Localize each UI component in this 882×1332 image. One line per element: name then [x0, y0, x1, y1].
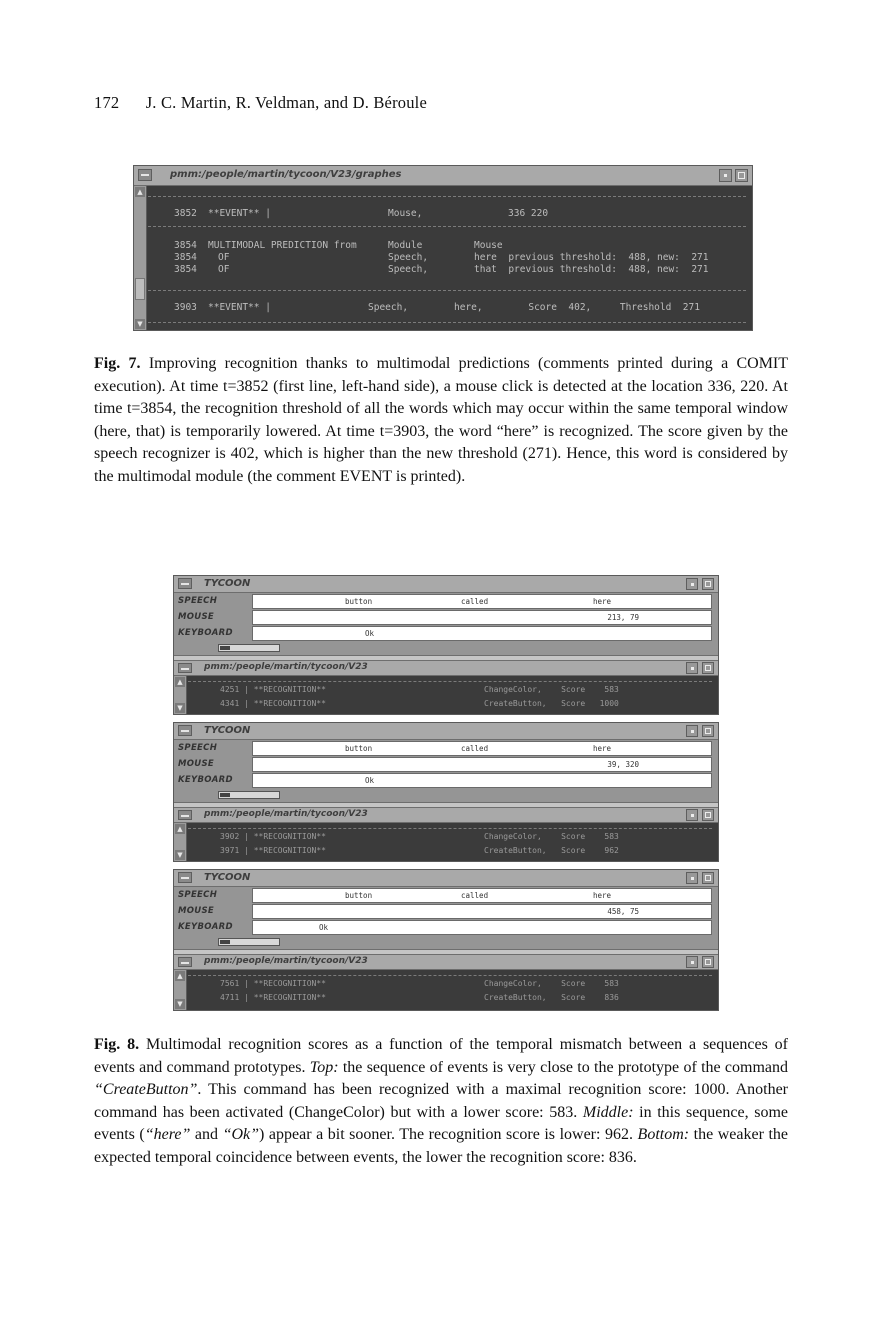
recognition-line: 4341 | **RECOGNITION**	[220, 699, 326, 708]
tycoon-window-title: TYCOON	[204, 872, 251, 883]
keyboard-field	[252, 773, 712, 788]
graph-titlebar	[174, 808, 718, 823]
caption-text: the sequence of events is very close to the prototype of the command	[338, 1058, 789, 1076]
minimize-icon[interactable]	[686, 872, 698, 884]
graph-window-title: pmm:/people/martin/tycoon/V23	[204, 662, 368, 672]
keyboard-label: KEYBOARD	[178, 775, 233, 785]
tycoon-slider[interactable]	[218, 791, 280, 799]
graph-window-title: pmm:/people/martin/tycoon/V23	[204, 809, 368, 819]
window-menu-icon[interactable]	[178, 663, 192, 673]
log-modality: Speech,	[368, 302, 409, 313]
tycoon-titlebar	[174, 870, 718, 887]
divider	[148, 226, 746, 228]
caption-emphasis: “CreateButton”	[94, 1081, 198, 1099]
speech-word: called	[461, 744, 489, 753]
fig8-caption	[94, 1034, 788, 1170]
mouse-value: 39, 320	[607, 760, 639, 769]
divider	[188, 975, 712, 977]
graph-titlebar	[174, 955, 718, 970]
graph-terminal	[174, 970, 718, 1010]
caption-emphasis: Bottom:	[637, 1126, 690, 1144]
speech-word: button	[345, 891, 373, 900]
log-modality: Speech,	[388, 264, 429, 275]
fig7-terminal	[134, 186, 752, 330]
keyboard-field	[252, 920, 712, 935]
tycoon-window-title: TYCOON	[204, 725, 251, 736]
caption-text: and	[190, 1126, 223, 1144]
keyboard-value: Ok	[319, 923, 329, 932]
log-modality: Speech,	[388, 252, 429, 263]
tycoon-titlebar	[174, 576, 718, 593]
speech-word: here	[593, 744, 612, 753]
speech-row	[174, 888, 718, 904]
divider	[188, 681, 712, 683]
log-time: 3854	[174, 264, 197, 275]
window-menu-icon[interactable]	[138, 169, 152, 181]
mouse-label: MOUSE	[178, 759, 215, 769]
fig7-caption-text: Improving recognition thanks to multimodal predictions (comments printed during a COMIT execution). At time t=3852 (first line, left-hand side), a mouse click is detected at the location 336, 220. At time t=3854, the recognition threshold of all the words which may occur within the same temporal window (here, that) is temporarily lowered. At time t=3903, the word “here” is recognized. The score given by the speech recognizer is 402, which is higher than the new threshold (271). Hence, this word is considered by the multimodal module (the comment EVENT is printed).	[94, 355, 789, 485]
mouse-field	[252, 757, 712, 772]
window-menu-icon[interactable]	[178, 957, 192, 967]
log-tag: **EVENT** |	[208, 302, 271, 313]
scroll-down-icon[interactable]: ▼	[135, 319, 145, 329]
log-tag: OF	[218, 264, 230, 275]
keyboard-value: Ok	[365, 629, 375, 638]
log-time: 3852	[174, 208, 197, 219]
speech-field	[252, 888, 712, 903]
scroll-up-icon[interactable]: ▲	[175, 824, 185, 834]
graph-titlebar	[174, 661, 718, 676]
keyboard-field	[252, 626, 712, 641]
scroll-down-icon[interactable]: ▼	[175, 703, 185, 713]
fig8-panel	[173, 869, 719, 1011]
log-modality: Mouse,	[388, 208, 423, 219]
running-head	[94, 93, 427, 113]
page-number: 172	[94, 93, 120, 112]
tycoon-body	[174, 740, 718, 802]
speech-row	[174, 594, 718, 610]
recognition-result: ChangeColor, Score 583	[484, 685, 619, 694]
speech-field	[252, 741, 712, 756]
log-detail: here, Score 402, Threshold 271	[454, 302, 700, 313]
speech-word: button	[345, 744, 373, 753]
minimize-icon[interactable]	[686, 809, 698, 821]
window-menu-icon[interactable]	[178, 725, 192, 736]
minimize-icon[interactable]	[686, 662, 698, 674]
caption-text: Multimodal recognition scores as a function of the temporal mismatch between a sequences of events and command prototypes.	[94, 1036, 789, 1076]
fig8-panel	[173, 722, 719, 862]
fig7-caption	[94, 353, 788, 489]
tycoon-slider[interactable]	[218, 644, 280, 652]
fig7-scrollbar[interactable]	[134, 186, 147, 330]
tycoon-body	[174, 593, 718, 655]
caption-emphasis: Top:	[309, 1058, 339, 1076]
speech-word: here	[593, 891, 612, 900]
graph-scrollbar[interactable]	[174, 970, 187, 1010]
fig7-screenshot	[133, 165, 753, 331]
caption-emphasis: Middle:	[582, 1103, 634, 1121]
recognition-result: ChangeColor, Score 583	[484, 979, 619, 988]
speech-label: SPEECH	[178, 596, 218, 606]
speech-label: SPEECH	[178, 743, 218, 753]
recognition-line: 4711 | **RECOGNITION**	[220, 993, 326, 1002]
window-menu-icon[interactable]	[178, 810, 192, 820]
graph-scrollbar[interactable]	[174, 823, 187, 861]
maximize-icon[interactable]	[702, 725, 714, 737]
log-time: 3903	[174, 302, 197, 313]
maximize-icon[interactable]	[702, 662, 714, 674]
caption-text: . This command has been recognized with a maximal recognition score: 1000. Another command has been activated (ChangeColor) but with a lower score: 583.	[94, 1081, 788, 1121]
mouse-row	[174, 610, 718, 626]
graph-terminal	[174, 823, 718, 861]
keyboard-row	[174, 626, 718, 642]
log-detail: that previous threshold: 488, new: 271	[474, 264, 709, 275]
speech-field	[252, 594, 712, 609]
window-menu-icon[interactable]	[178, 872, 192, 883]
minimize-icon[interactable]	[719, 169, 732, 182]
maximize-icon[interactable]	[702, 956, 714, 968]
maximize-icon[interactable]	[702, 872, 714, 884]
divider	[148, 290, 746, 292]
caption-text: the weaker the expected temporal coincidence between events, the lower the recognition score: 836.	[94, 1126, 789, 1166]
tycoon-window-title: TYCOON	[204, 578, 251, 589]
log-time: 3854	[174, 240, 197, 251]
mouse-row	[174, 757, 718, 773]
divider	[148, 322, 746, 324]
scroll-up-icon[interactable]: ▲	[175, 971, 185, 981]
maximize-icon[interactable]	[702, 809, 714, 821]
recognition-result: CreateButton, Score 962	[484, 846, 619, 855]
recognition-result: CreateButton, Score 836	[484, 993, 619, 1002]
recognition-line: 7561 | **RECOGNITION**	[220, 979, 326, 988]
speech-word: button	[345, 597, 373, 606]
fig7-titlebar	[134, 166, 752, 186]
maximize-icon[interactable]	[735, 169, 748, 182]
caption-text: ) appear a bit sooner. The recognition score is lower: 962.	[259, 1126, 638, 1144]
scroll-up-icon[interactable]: ▲	[135, 187, 145, 197]
fig8-caption-label: Fig. 8.	[94, 1036, 140, 1053]
scroll-down-icon[interactable]: ▼	[175, 850, 185, 860]
speech-word: here	[593, 597, 612, 606]
mouse-label: MOUSE	[178, 612, 215, 622]
keyboard-row	[174, 773, 718, 789]
log-tag: **EVENT** |	[208, 208, 271, 219]
mouse-value: 213, 79	[607, 613, 639, 622]
log-detail: here previous threshold: 488, new: 271	[474, 252, 709, 263]
window-menu-icon[interactable]	[178, 578, 192, 589]
minimize-icon[interactable]	[686, 956, 698, 968]
graph-window-title: pmm:/people/martin/tycoon/V23	[204, 956, 368, 966]
speech-word: called	[461, 891, 489, 900]
log-modality: Module	[388, 240, 423, 251]
scroll-down-icon[interactable]: ▼	[175, 999, 185, 1009]
log-tag: MULTIMODAL PREDICTION from	[208, 240, 357, 251]
divider	[148, 196, 746, 198]
log-detail: Mouse	[474, 240, 503, 251]
maximize-icon[interactable]	[702, 578, 714, 590]
author-line: J. C. Martin, R. Veldman, and D. Béroule	[145, 93, 427, 112]
recognition-result: CreateButton, Score 1000	[484, 699, 619, 708]
keyboard-row	[174, 920, 718, 936]
recognition-line: 3971 | **RECOGNITION**	[220, 846, 326, 855]
mouse-row	[174, 904, 718, 920]
tycoon-titlebar	[174, 723, 718, 740]
tycoon-body	[174, 887, 718, 949]
mouse-field	[252, 904, 712, 919]
speech-row	[174, 741, 718, 757]
log-time: 3854	[174, 252, 197, 263]
mouse-value: 458, 75	[607, 907, 639, 916]
log-tag: OF	[218, 252, 230, 263]
mouse-field	[252, 610, 712, 625]
recognition-line: 3902 | **RECOGNITION**	[220, 832, 326, 841]
minimize-icon[interactable]	[686, 725, 698, 737]
scroll-thumb[interactable]	[135, 278, 145, 300]
speech-label: SPEECH	[178, 890, 218, 900]
divider	[188, 828, 712, 830]
log-detail: 336 220	[508, 208, 549, 219]
speech-word: called	[461, 597, 489, 606]
keyboard-label: KEYBOARD	[178, 628, 233, 638]
keyboard-value: Ok	[365, 776, 375, 785]
fig7-window-title: pmm:/people/martin/tycoon/V23/graphes	[170, 169, 402, 180]
minimize-icon[interactable]	[686, 578, 698, 590]
keyboard-label: KEYBOARD	[178, 922, 233, 932]
graph-terminal	[174, 676, 718, 714]
caption-emphasis: “Ok”	[222, 1126, 260, 1144]
caption-emphasis: “here”	[144, 1126, 191, 1144]
scroll-up-icon[interactable]: ▲	[175, 677, 185, 687]
recognition-line: 4251 | **RECOGNITION**	[220, 685, 326, 694]
fig7-caption-label: Fig. 7.	[94, 355, 141, 372]
graph-scrollbar[interactable]	[174, 676, 187, 714]
caption-text: in this sequence, some events (	[94, 1103, 789, 1144]
mouse-label: MOUSE	[178, 906, 215, 916]
recognition-result: ChangeColor, Score 583	[484, 832, 619, 841]
fig8-panel	[173, 575, 719, 715]
tycoon-slider[interactable]	[218, 938, 280, 946]
